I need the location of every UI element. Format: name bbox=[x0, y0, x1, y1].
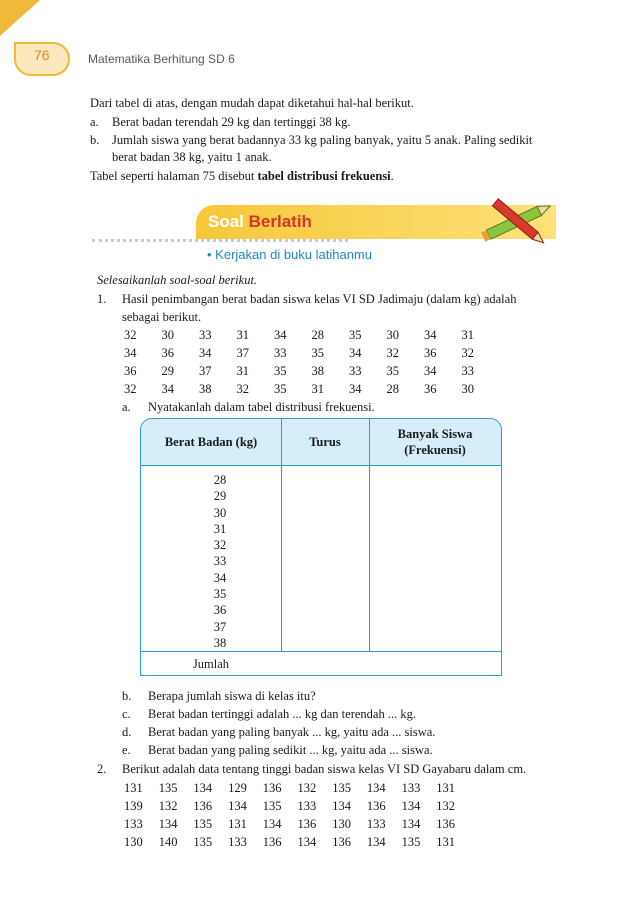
q2-data-value: 136 bbox=[262, 835, 282, 849]
banner-title-1: Soal bbox=[208, 212, 244, 231]
q2-data-value: 131 bbox=[124, 781, 143, 795]
table-weight-value: 37 bbox=[213, 619, 227, 634]
table-weight-value: 29 bbox=[213, 489, 227, 504]
q1-data-value: 37 bbox=[199, 364, 212, 378]
q1-data-value: 35 bbox=[311, 346, 324, 360]
intro-lead: Dari tabel di atas, dengan mudah dapat diketahui hal-hal berikut. bbox=[90, 96, 414, 110]
q1-number: 1. bbox=[97, 292, 107, 306]
q2-data-value: 133 bbox=[401, 781, 421, 795]
q1-data-value: 30 bbox=[461, 382, 474, 396]
q1-part-d-text: Berat badan yang paling banyak ... kg, yaitu ada ... siswa. bbox=[148, 725, 436, 739]
q1-data-value: 38 bbox=[311, 364, 324, 378]
banner-subtitle: • Kerjakan di buku latihanmu bbox=[207, 247, 372, 262]
q2-text: Berikut adalah data tentang tinggi badan siswa kelas VI SD Gayabaru dalam cm. bbox=[122, 762, 527, 776]
q2-data-value: 134 bbox=[401, 799, 421, 813]
intro-closing-post: . bbox=[390, 169, 394, 183]
table-header-tally: Turus bbox=[309, 435, 341, 449]
q2-data-value: 136 bbox=[193, 799, 213, 813]
q2-data-value: 134 bbox=[366, 835, 386, 849]
q1-data-value: 32 bbox=[124, 328, 137, 342]
intro-closing-bold: tabel distribusi frekuensi bbox=[257, 169, 391, 183]
q2-data-value: 134 bbox=[401, 817, 421, 831]
table-weight-value: 38 bbox=[213, 635, 227, 650]
q2-data-value: 134 bbox=[297, 835, 317, 849]
q1-part-a-letter: a. bbox=[122, 400, 131, 414]
book-title: Matematika Berhitung SD 6 bbox=[88, 52, 235, 66]
exercise-instruction: Selesaikanlah soal-soal berikut. bbox=[97, 273, 258, 287]
q1-data-value: 35 bbox=[274, 382, 287, 396]
q2-number: 2. bbox=[97, 762, 107, 776]
intro-closing-pre: Tabel seperti halaman 75 disebut bbox=[90, 169, 258, 183]
q1-part-c-letter: c. bbox=[122, 707, 131, 721]
q2-data-value: 133 bbox=[297, 799, 317, 813]
q2-data-value: 135 bbox=[193, 817, 213, 831]
q1-data-value: 32 bbox=[461, 346, 474, 360]
q2-data-value: 131 bbox=[436, 781, 456, 795]
q1-data-value: 38 bbox=[199, 382, 212, 396]
table-weight-value: 28 bbox=[213, 473, 227, 487]
q2-data-value: 136 bbox=[262, 781, 282, 795]
q2-data-value: 131 bbox=[228, 817, 247, 831]
q1-data-value: 34 bbox=[199, 346, 212, 360]
table-header-frequency-l1: Banyak Siswa bbox=[397, 427, 473, 441]
q2-data-value: 136 bbox=[297, 817, 317, 831]
table-total-divider bbox=[141, 651, 501, 652]
q2-data-value: 132 bbox=[158, 799, 178, 813]
q1-data-value: 36 bbox=[124, 364, 137, 378]
q1-data-value: 34 bbox=[424, 328, 437, 342]
q1-data-value: 32 bbox=[236, 382, 249, 396]
q1-data-value: 31 bbox=[311, 382, 324, 396]
q1-data-value: 34 bbox=[424, 364, 437, 378]
table-col-divider-1 bbox=[281, 419, 282, 651]
q1-text-2: sebagai berikut. bbox=[122, 310, 202, 324]
q2-data-value: 140 bbox=[158, 835, 178, 849]
q2-data-value: 136 bbox=[436, 817, 456, 831]
q1-data-value: 34 bbox=[349, 382, 362, 396]
q2-data-value: 136 bbox=[332, 835, 351, 849]
q2-data-value: 134 bbox=[332, 799, 351, 813]
q2-data-value: 134 bbox=[262, 817, 282, 831]
q1-data-value: 34 bbox=[124, 346, 137, 360]
table-weight-value: 32 bbox=[213, 538, 227, 553]
intro-item-a-text: Berat badan terendah 29 kg dan tertinggi 38 kg. bbox=[112, 115, 351, 129]
q1-data-value: 31 bbox=[461, 328, 474, 342]
intro-item-b-text: Jumlah siswa yang berat badannya 33 kg paling banyak, yaitu 5 anak. Paling sedikit bbox=[112, 133, 533, 147]
page-number: 76 bbox=[34, 47, 50, 63]
q1-data-value: 28 bbox=[311, 328, 324, 342]
frequency-table bbox=[140, 418, 502, 676]
q2-data-value: 134 bbox=[366, 781, 386, 795]
table-weight-values bbox=[208, 472, 232, 651]
q1-data-value: 34 bbox=[349, 346, 362, 360]
q1-part-e-letter: e. bbox=[122, 743, 131, 757]
q2-data-value: 135 bbox=[401, 835, 421, 849]
q2-data-value: 134 bbox=[228, 799, 247, 813]
banner-title bbox=[208, 212, 312, 232]
q2-data-value: 129 bbox=[228, 781, 247, 795]
q2-data-value: 132 bbox=[436, 799, 456, 813]
table-header-weight: Berat Badan (kg) bbox=[164, 435, 258, 449]
q1-part-a-text: Nyatakanlah dalam tabel distribusi frekuensi. bbox=[148, 400, 375, 414]
q1-data-value: 32 bbox=[386, 346, 399, 360]
q2-data-value: 133 bbox=[228, 835, 247, 849]
corner-decoration bbox=[0, 0, 40, 36]
q2-data-value: 134 bbox=[158, 817, 178, 831]
q2-data-value: 135 bbox=[158, 781, 178, 795]
q1-data-value: 35 bbox=[349, 328, 362, 342]
dotted-divider bbox=[92, 239, 348, 242]
q1-part-e-text: Berat badan yang paling sedikit ... kg, yaitu ada ... siswa. bbox=[148, 743, 433, 757]
q1-data-value: 35 bbox=[274, 364, 287, 378]
q1-part-c-text: Berat badan tertinggi adalah ... kg dan terendah ... kg. bbox=[148, 707, 416, 721]
q2-data-value: 134 bbox=[193, 781, 213, 795]
q1-data-value: 36 bbox=[424, 346, 437, 360]
intro-item-a-letter: a. bbox=[90, 115, 99, 129]
table-weight-value: 31 bbox=[213, 521, 227, 536]
table-weight-value: 35 bbox=[213, 587, 227, 602]
q2-data-value: 139 bbox=[124, 799, 143, 813]
q1-data-value: 30 bbox=[161, 328, 174, 342]
banner-title-2: Berlatih bbox=[248, 212, 312, 231]
q1-data-value: 37 bbox=[236, 346, 249, 360]
table-weight-value: 34 bbox=[213, 570, 227, 585]
q1-data-value: 31 bbox=[236, 328, 249, 342]
q1-data-value: 31 bbox=[236, 364, 249, 378]
table-weight-value: 30 bbox=[213, 505, 227, 520]
q2-data-value: 133 bbox=[366, 817, 386, 831]
q1-part-b-text: Berapa jumlah siswa di kelas itu? bbox=[148, 689, 316, 703]
q2-data-value: 130 bbox=[332, 817, 351, 831]
q1-data-value: 30 bbox=[386, 328, 399, 342]
q2-data-value: 130 bbox=[124, 835, 143, 849]
q1-data-value: 36 bbox=[161, 346, 174, 360]
intro-closing bbox=[90, 168, 394, 185]
q1-data-value: 33 bbox=[274, 346, 287, 360]
q1-data-value: 35 bbox=[386, 364, 399, 378]
q1-data-value: 34 bbox=[274, 328, 287, 342]
q1-text-1: Hasil penimbangan berat badan siswa kelas VI SD Jadimaju (dalam kg) adalah bbox=[122, 292, 517, 306]
pencils-icon bbox=[478, 192, 558, 252]
q2-data-value: 131 bbox=[436, 835, 456, 849]
intro-item-b-cont: berat badan 38 kg, yaitu 1 anak. bbox=[112, 150, 272, 164]
q1-part-d-letter: d. bbox=[122, 725, 132, 739]
q1-data-value: 29 bbox=[161, 364, 174, 378]
q1-data-value: 33 bbox=[199, 328, 212, 342]
q2-data-value: 133 bbox=[124, 817, 143, 831]
q2-data-value: 135 bbox=[193, 835, 213, 849]
intro-item-b-letter: b. bbox=[90, 133, 100, 147]
q2-data-value: 135 bbox=[262, 799, 282, 813]
q1-data-value: 33 bbox=[349, 364, 362, 378]
q1-part-b-letter: b. bbox=[122, 689, 132, 703]
q1-data-value: 36 bbox=[424, 382, 437, 396]
table-total-label: Jumlah bbox=[192, 657, 230, 671]
q2-data-value: 136 bbox=[366, 799, 386, 813]
q2-data-value: 132 bbox=[297, 781, 317, 795]
q2-data-value: 135 bbox=[332, 781, 351, 795]
q1-data-value: 33 bbox=[461, 364, 474, 378]
q1-data-value: 34 bbox=[161, 382, 174, 396]
q1-data-value: 28 bbox=[386, 382, 399, 396]
table-weight-value: 33 bbox=[213, 554, 227, 569]
q1-data-value: 32 bbox=[124, 382, 137, 396]
table-header-frequency-l2: (Frekuensi) bbox=[404, 443, 466, 457]
table-header-frequency bbox=[369, 426, 501, 458]
table-weight-value: 36 bbox=[213, 603, 227, 618]
